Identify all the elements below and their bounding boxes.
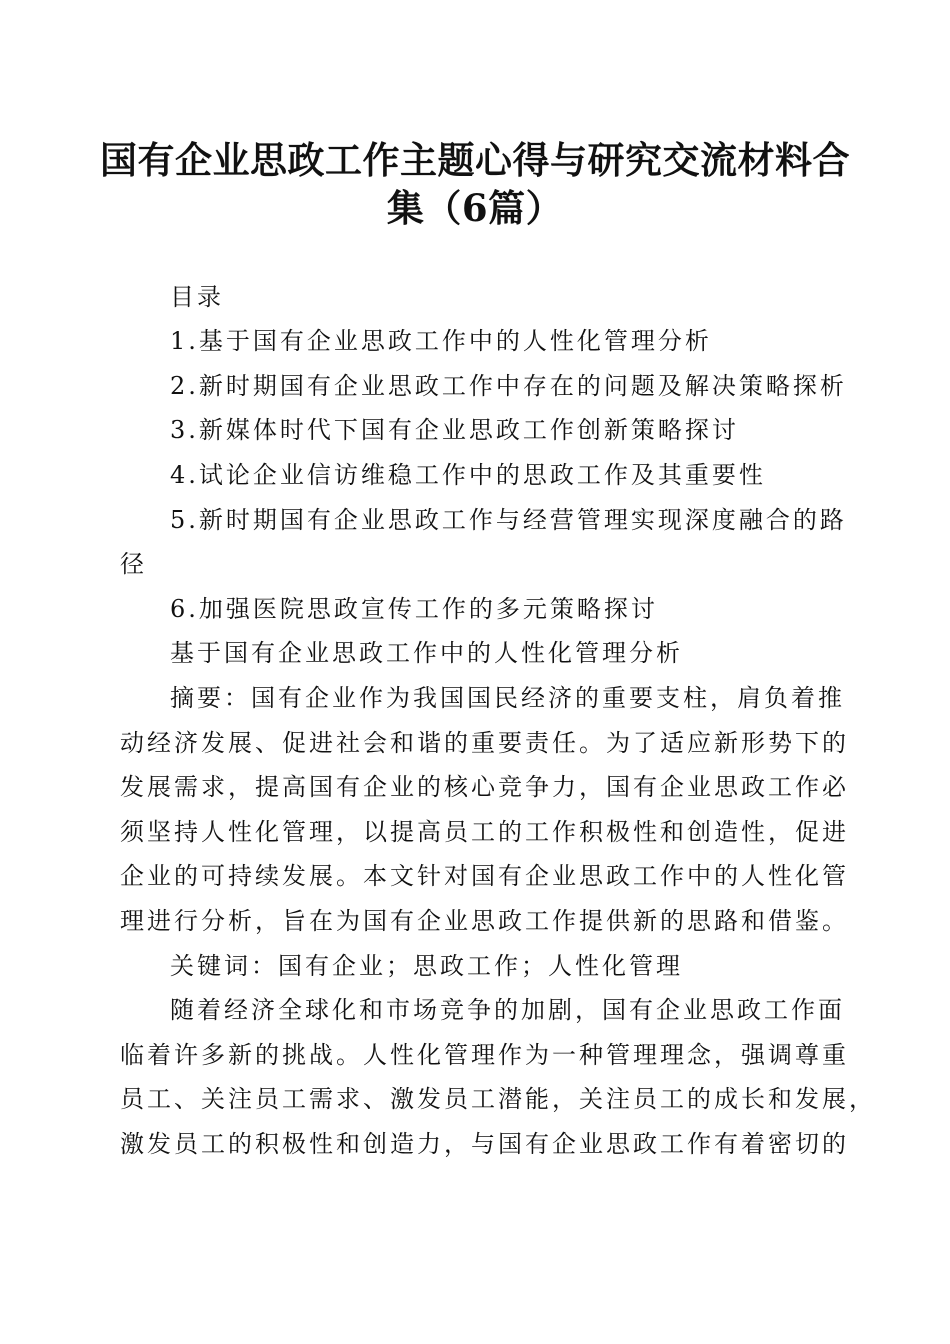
- toc-item-4: 4.试论企业信访维稳工作中的思政工作及其重要性: [170, 461, 766, 489]
- toc-item-5: 5.新时期国有企业思政工作与经营管理实现深度融合的路: [170, 506, 847, 534]
- toc-item-1: 1.基于国有企业思政工作中的人性化管理分析: [170, 327, 712, 355]
- toc-item-3: 3.新媒体时代下国有企业思政工作创新策略探讨: [170, 416, 739, 444]
- body-line-1: 随着经济全球化和市场竞争的加剧，国有企业思政工作面: [170, 996, 845, 1024]
- toc-heading: 目录: [170, 283, 224, 311]
- body-line-2: 临着许多新的挑战。人性化管理作为一种管理理念，强调尊重: [120, 1041, 849, 1069]
- abstract-line-4: 须坚持人性化管理，以提高员工的工作积极性和创造性，促进: [120, 818, 849, 846]
- toc-item-6: 6.加强医院思政宣传工作的多元策略探讨: [170, 595, 658, 623]
- abstract-line-5: 企业的可持续发展。本文针对国有企业思政工作中的人性化管: [120, 862, 849, 890]
- abstract-line-2: 动经济发展、促进社会和谐的重要责任。为了适应新形势下的: [120, 729, 849, 757]
- keywords-line: 关键词：国有企业；思政工作；人性化管理: [170, 952, 683, 980]
- toc-item-2: 2.新时期国有企业思政工作中存在的问题及解决策略探析: [170, 372, 847, 400]
- section-title: 基于国有企业思政工作中的人性化管理分析: [170, 639, 683, 667]
- document-title-line-2: 集（6篇）: [386, 186, 564, 230]
- body-line-4: 激发员工的积极性和创造力，与国有企业思政工作有着密切的: [120, 1130, 849, 1158]
- toc-item-5-continued: 径: [120, 550, 147, 578]
- document-title-line-1: 国有企业思政工作主题心得与研究交流材料合: [100, 138, 850, 182]
- abstract-line-6: 理进行分析，旨在为国有企业思政工作提供新的思路和借鉴。: [120, 907, 849, 935]
- abstract-line-1: 摘要：国有企业作为我国国民经济的重要支柱，肩负着推: [170, 684, 845, 712]
- body-line-3: 员工、关注员工需求、激发员工潜能，关注员工的成长和发展，: [120, 1085, 876, 1113]
- abstract-line-3: 发展需求，提高国有企业的核心竞争力，国有企业思政工作必: [120, 773, 849, 801]
